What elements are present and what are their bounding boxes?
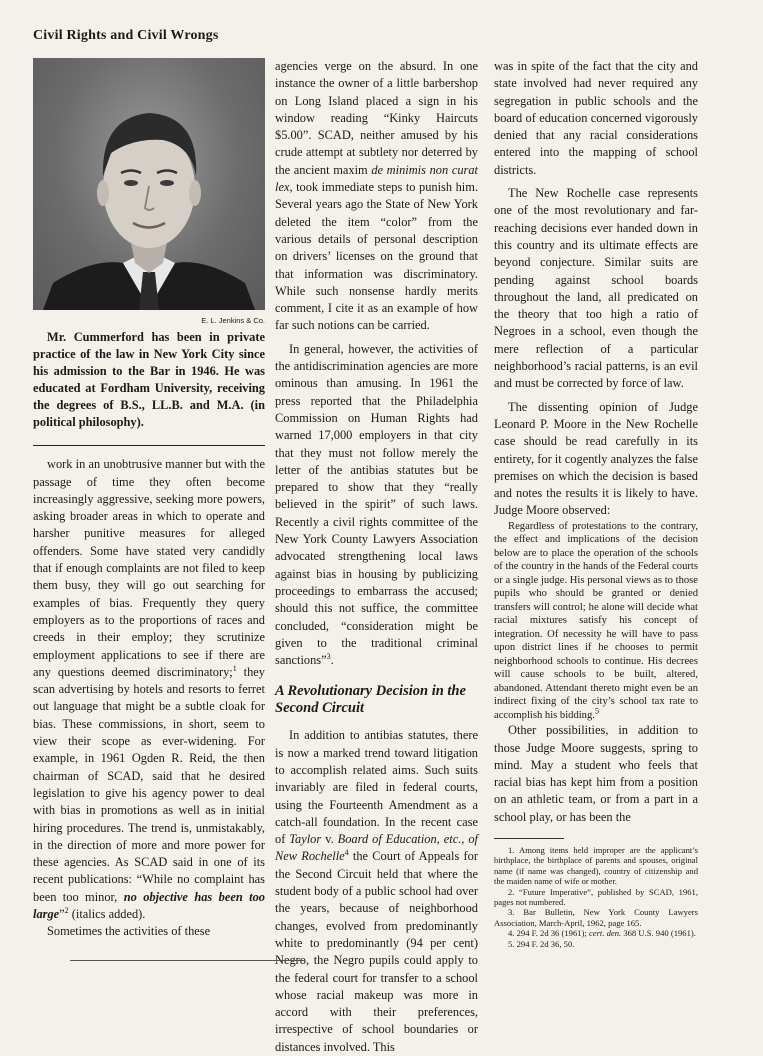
- divider: [33, 445, 265, 446]
- footnote: 4. 294 F. 2d 36 (1961); cert. den. 368 U.S. 940 (1961).: [508, 928, 696, 939]
- paragraph: Other possibilities, in addition to those Judge Moore suggests, spring to mind. May a student who feels that racial bias has kept him from a position on an athletic team, or from a part in a school play, or has been the: [494, 723, 698, 824]
- footnote: 1. Among items held improper are the applicant’s birthplace, the birthplace of parents and spouses, original name (if name was changed), country of citizenship and the maiden name of wife or mother.: [494, 845, 698, 887]
- paragraph: Sometimes the activities of these: [47, 924, 211, 939]
- paragraph: In general, however, the activities of the antidiscrimination agencies are more ominous than amusing. In 1961 the press reported that the Philadelphia Commission on Human Rights had warned 17,000 employers in that city that they must not follow merely the letter of the antibias statutes but be prepared to show that they “really believed in the spirit” of such laws. Recently a civil rights committee of the New York County Lawyers Association advocated strengthening local laws against bias in housing by publicizing proceedings to embarrass the accused; should this not suffice, the committee concluded, “consideration might be given to the traditional criminal sanctions”$^3$.: [275, 341, 478, 668]
- column-3: [494, 58, 698, 949]
- paragraph: The New Rochelle case represents one of the most revolutionary and far-reaching decisions ever handed down in this country and its ultimate effects are beyond conjecture. Similar suits are pending against school boards throughout the land, all predicated on the theory that too high a ratio of Negroes in a school, even though the mere reflection of a particular neighborhood’s racial patterns, is an evil and must be corrected by force of law.: [494, 186, 698, 391]
- column-2: [275, 58, 478, 1056]
- footnote: 3. Bar Bulletin, New York County Lawyers Association, March-April, 1962, page 165.: [494, 907, 698, 928]
- footnote-divider: [494, 838, 564, 839]
- section-heading: A Revolutionary Decision in the Second Circuit: [275, 683, 466, 717]
- paragraph: agencies verge on the absurd. In one instance the owner of a little barbershop on Long Island placed a sign in his window reading “Kinky Haircuts $5.00”. SCAD, neither amused by his crude attempt at subtlety nor deterred by the ancient maxim de minimis non curat lex, took immediate steps to punish him. Several years ago the State of New York deleted the item “color” from the various details of personal description on drivers’ licenses on the ground that that information was discriminatory. While such nonsense hardly merits comment, I cite it as an example of how far such notions can be carried.: [275, 59, 478, 333]
- column-1: [33, 58, 265, 941]
- author-photo: [33, 58, 265, 310]
- paragraph: was in spite of the fact that the city and state involved had never required any segregation in public schools and the board of education concerned vigorously denied that any racial considerations entered into the mapping of school districts.: [494, 59, 698, 177]
- paragraph: In addition to antibias statutes, there is now a marked trend toward litigation to accomplish related aims. Such suits invariably are filed in federal courts, using the Fourteenth Amendment as a catch-all foundation. In the recent case of Taylor v. Board of Education, etc., of New Rochelle$^4$ the Court of Appeals for the Second Circuit held that where the student body of a public school had over the years, because of neighborhood changes, evolved from predominantly white to predominantly (94 per cent) Negro, the Negro pupils could apply to the federal court for transfer to a school whose racial makeup was more in accord with their preferences, irrespective of school boundaries or distances involved. This: [275, 728, 478, 1054]
- footnote: 2. “Future Imperative”, published by SCAD, 1961, pages not numbered.: [494, 886, 698, 908]
- photo-credit: E. L. Jenkins & Co.: [201, 316, 265, 325]
- bottom-rule: [70, 960, 305, 961]
- footnote: 5. 294 F. 2d 36, 50.: [508, 938, 575, 949]
- paragraph: The dissenting opinion of Judge Leonard P. Moore in the New Rochelle case should be read carefully in its entirety, for it cogently analyzes the false premises on which the decision is based and notes the results it is likely to have. Judge Moore observed:: [494, 399, 698, 518]
- paragraph: work in an unobtrusive manner but with the passage of time they often become increasingly aggressive, seeking more powers, asking broader areas in which to operate and harsher punitive measures for alleged offenders. Some have stated very candidly that if enough complaints are not filed to keep them busy, they will go out searching for examples of bias. Frequently they query employers as to the proportions of races and creeds in their employ; they scrutinize employment applications to see if there are any questions deemed discriminatory;$^1$ they scan advertising by hotels and resorts to ferret out language that might be a subtle cloak for bias. These commissions, in short, seem to view their scope as ever-widening. For example, in 1961 Ogden R. Reid, the then chairman of SCAD, said that he desired legislation to give his agency power to deal with bias in promotions as well as in initial hiring procedures. The trend is, unmistakably, in the direction of more and more power for these agencies. As SCAD said in one of its recent publications: “While no complaint has been too minor, no objective has been too large”$^2$ (italics added).: [33, 457, 265, 922]
- running-header: Civil Rights and Civil Wrongs: [33, 28, 219, 43]
- author-bio: Mr. Cummerford has been in private practice of the law in New York City since his admission to the Bar in 1946. He was educated at Fordham University, receiving the degrees of B.S., LL.B. and M.A. (in political philosophy).: [33, 330, 265, 430]
- block-quote: Regardless of protestations to the contrary, the effect and implications of the decision below are to place the operation of the schools of the country in the hands of the Federal courts or a single judge. His personal views as to those pupils who should be granted or denied transfers will control; he alone will decide what racial mixtures satisfy his concept of integration. Of necessity he will have to pass upon district lines if he chooses to permit neighborhood schools to continue. His decrees will cause schools to be built, altered, abandoned. Attendant thereto might even be an indirect fixing of the city’s school tax rate to accomplish his bidding.$^5$: [494, 520, 698, 721]
